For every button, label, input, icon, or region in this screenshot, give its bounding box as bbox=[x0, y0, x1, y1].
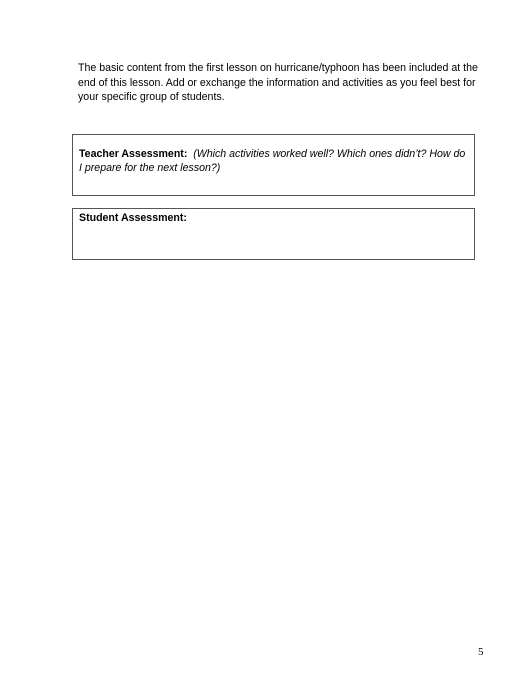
teacher-assessment-prompt: (Which activities worked well? Which ones didn’t? How do I prepare for the next lesson?) bbox=[79, 148, 466, 174]
student-assessment-box bbox=[72, 208, 475, 260]
intro-line: The basic content from the first lesson on hurricane/typhoon has been included at the bbox=[78, 62, 478, 74]
student-assessment-label: Student Assessment: bbox=[79, 212, 187, 224]
teacher-assessment-box bbox=[72, 134, 475, 196]
teacher-assessment-label: Teacher Assessment: bbox=[79, 148, 188, 160]
intro-line: end of this lesson. Add or exchange the information and activities as you feel best for bbox=[78, 76, 476, 89]
student-assessment-text bbox=[79, 211, 468, 225]
page-number: 5 bbox=[478, 646, 484, 658]
intro-line: your specific group of students. bbox=[78, 91, 225, 103]
teacher-assessment-text bbox=[79, 147, 468, 175]
intro-paragraph bbox=[78, 61, 478, 105]
